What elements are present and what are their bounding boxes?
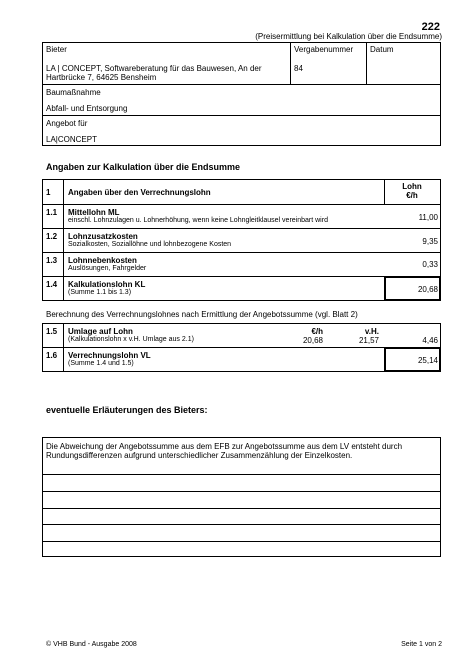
wage-table-header-unit: Lohn €/h xyxy=(402,182,422,200)
footer-copyright: © VHB Bund - Ausgabe 2008 xyxy=(46,641,137,648)
row-1-5-value: 4,46 xyxy=(422,336,438,345)
row-1-5-col2-value: 21,57 xyxy=(358,336,379,345)
wage-table-header-label: Angaben über den Verrechnungslohn xyxy=(68,188,211,197)
row-1-2-value: 9,35 xyxy=(422,237,438,246)
section1-title: Angaben zur Kalkulation über die Endsumme xyxy=(46,162,241,172)
row-1-2-desc: Sozialkosten, Soziallöhne und lohnbezogene Kosten xyxy=(68,241,232,248)
form-subtitle: (Preisermittlung bei Kalkulation über die Endsumme) xyxy=(255,32,442,41)
row-1-2-title: Lohnzusatzkosten xyxy=(68,232,138,241)
row-1-6-value: 25,14 xyxy=(417,356,438,365)
row-1-3-value: 0,33 xyxy=(422,260,438,269)
row-1-1-value: 11,00 xyxy=(418,213,438,222)
form-number: 222 xyxy=(421,21,440,33)
row-1-6-title: Verrechnungslohn VL xyxy=(68,351,151,360)
row-1-5-col1-label: €/h xyxy=(311,327,323,336)
section3-title: eventuelle Erläuterungen des Bieters: xyxy=(46,405,208,415)
angebot-label: Angebot für xyxy=(46,119,88,128)
row-1-6-desc: (Summe 1.4 und 1.5) xyxy=(68,360,134,367)
bieter-label: Bieter xyxy=(46,45,67,54)
row-1-3-no: 1.3 xyxy=(46,256,58,265)
row-1-4-no: 1.4 xyxy=(46,280,58,289)
row-1-4-title: Kalkulationslohn KL xyxy=(68,280,146,289)
bieter-value: LA | CONCEPT, Softwareberatung für das Bauwesen, An der Hartbrücke 7, 64625 Bensheim xyxy=(46,64,262,82)
row-1-1-title: Mittellohn ML xyxy=(68,208,120,217)
row-1-3-title: Lohnnebenkosten xyxy=(68,256,137,265)
row-1-3-desc: Auslösungen, Fahrgelder xyxy=(68,265,147,272)
row-1-1-no: 1.1 xyxy=(46,208,58,217)
baumassnahme-label: Baumaßnahme xyxy=(46,88,101,97)
row-1-2-no: 1.2 xyxy=(46,232,58,241)
vergabenummer-value: 84 xyxy=(294,64,303,73)
row-1-5-desc: (Kalkulationslohn x v.H. Umlage aus 2.1) xyxy=(68,336,194,343)
row-1-6-no: 1.6 xyxy=(46,351,58,360)
datum-label: Datum xyxy=(370,45,394,54)
baumassnahme-value: Abfall- und Entsorgung xyxy=(46,104,128,113)
row-1-4-desc: (Summe 1.1 bis 1.3) xyxy=(68,289,132,296)
row-1-5-col2-label: v.H. xyxy=(364,327,379,336)
row-1-5-col1-value: 20,68 xyxy=(302,336,323,345)
wage-table-header-no: 1 xyxy=(46,188,51,197)
row-1-5-no: 1.5 xyxy=(46,327,58,336)
section2-intro: Berechnung des Verrechnungslohnes nach Ermittlung der Angebotssumme (vgl. Blatt 2) xyxy=(46,310,358,319)
row-1-1-desc: einschl. Lohnzulagen u. Lohnerhöhung, wenn keine Lohngleitklausel vereinbart wird xyxy=(68,217,328,224)
remarks-text: Die Abweichung der Angebotssumme aus dem EFB zur Angebotssumme aus dem LV entsteht durch Rundungsdifferenzen aufgrund unterschiedlicher Zusammenzählung der Einzelkosten. xyxy=(46,442,403,460)
footer-page: Seite 1 von 2 xyxy=(401,641,442,648)
angebot-value: LA|CONCEPT xyxy=(46,135,97,144)
vergabenummer-label: Vergabenummer xyxy=(294,45,354,54)
row-1-5-title: Umlage auf Lohn xyxy=(68,327,133,336)
row-1-4-value: 20,68 xyxy=(417,285,438,294)
